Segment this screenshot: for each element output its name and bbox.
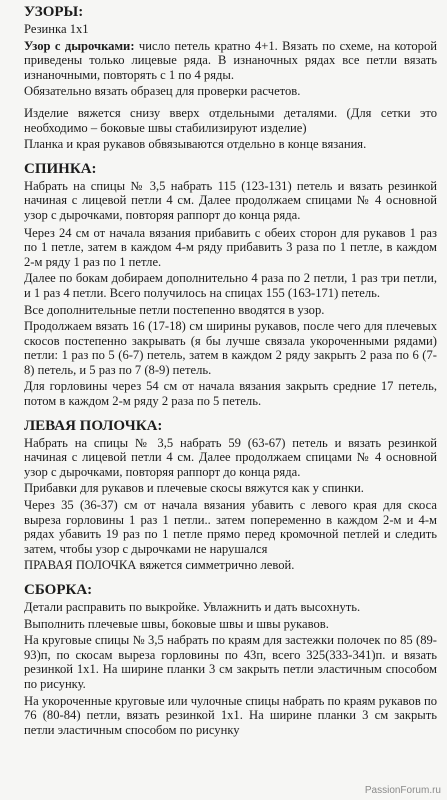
edging-note: Планка и края рукавов обвязываются отдельно в конце вязания. [24, 137, 367, 152]
watermark: PassionForum.ru [364, 785, 441, 796]
right-front-note: ПРАВАЯ ПОЛОЧКА вяжется симметрично левой. [24, 558, 295, 573]
assembly-paragraph: На укороченные круговые или чулочные спицы набрать по краям рукавов по 76 (80-84) петли, вязать резинкой 1х1. На ширине планки 3 см закрыть петли эластичным способом по рисунку [24, 693, 437, 737]
eyelet-pattern-label: Узор с дырочками: [24, 38, 135, 53]
heading-assembly: СБОРКА: [24, 582, 93, 598]
heading-left-front: ЛЕВАЯ ПОЛОЧКА: [24, 417, 163, 434]
back-paragraph: Через 24 см от начала вязания прибавить с обеих сторон для рукавов 1 раз по 1 петле, затем в каждом 4-м ряду прибавить 3 раза по 1 петле, в каждом 2-м ряду 1 раз по 1 петле. [24, 225, 437, 269]
eyelet-pattern-text: число петель кратно 4+1. Вязать по схеме, на которой приведены только лицевые ряда. В изнаночных рядах все петли вязать изнаночными, повторять с 1 по 4 ряды. [24, 38, 437, 82]
heading-back: СПИНКА: [24, 160, 97, 177]
assembly-paragraph: Выполнить плечевые швы, боковые швы и швы рукавов. [24, 616, 329, 631]
back-paragraph: Продолжаем вязать 16 (17-18) см ширины рукавов, после чего для плечевых скосов постепенно закрывать (я бы лучше связала укороченными рядами) петли: 1 раз по 5 (6-7) петель, затем в каждом 2 ряду закрыть 2 раза по 6 (7-8) петель, и 5 раз по 7 (8-9) петель. [24, 319, 437, 377]
back-paragraph: Далее по бокам добираем дополнительно 4 раза по 2 петли, 1 раз три петли, и 1 раз 4 петли. Всего получилось на спицах 155 (163-171) петель. [24, 271, 437, 300]
left-front-paragraph: Набрать на спицы № 3,5 набрать 59 (63-67) петель и вязать резинкой начиная с лицевой петли 4 см. Далее продолжаем спицами № 4 основной узор с дырочками, повторяя раппорт до конца ряда. [24, 435, 437, 479]
left-front-paragraph: Прибавки для рукавов и плечевые скосы вяжутся как у спинки. [24, 481, 364, 496]
assembly-paragraph: На круговые спицы № 3,5 набрать по краям для застежки полочек по 85 (89-93)п, по скосам выреза горловины по 43п, всего 325(333-341)п. и вязать резинкой 1х1. На ширине планки 3 см закрыть петли эластичным способом по рисунку. [24, 633, 437, 691]
heading-patterns: УЗОРЫ: [24, 4, 84, 20]
eyelet-pattern-paragraph [24, 39, 437, 83]
construction-note: Изделие вяжется снизу вверх отдельными деталями. (Для сетки это необходимо – боковые швы стабилизируют изделие) [24, 105, 437, 135]
back-paragraph: Набрать на спицы № 3,5 набрать 115 (123-131) петель и вязать резинкой начиная с лицевой петли 4 см. Далее продолжаем спицами № 4 основной узор с дырочками, повторяя раппорт до конца ряда. [24, 178, 437, 222]
swatch-note: Обязательно вязать образец для проверки расчетов. [24, 84, 301, 99]
back-paragraph: Для горловины через 54 см от начала вязания закрыть средние 17 петель, потом в каждом 2-м ряду 2 раза по 5 петель. [24, 379, 437, 409]
left-front-paragraph: Через 35 (36-37) см от начала вязания убавить с левого края для скоса выреза горловины 1 раз 1 петли.. затем попеременно в каждом 2-м и 4-м рядах убавить 19 раз по 1 петле прямо перед кромочной петлей и следить затем, чтобы узор с дырочками не нарушался [24, 498, 437, 556]
back-paragraph: Все дополнительные петли постепенно вводятся в узор. [24, 302, 325, 317]
rib-pattern-line: Резинка 1х1 [24, 22, 89, 36]
assembly-paragraph: Детали расправить по выкройке. Увлажнить и дать высохнуть. [24, 600, 361, 614]
